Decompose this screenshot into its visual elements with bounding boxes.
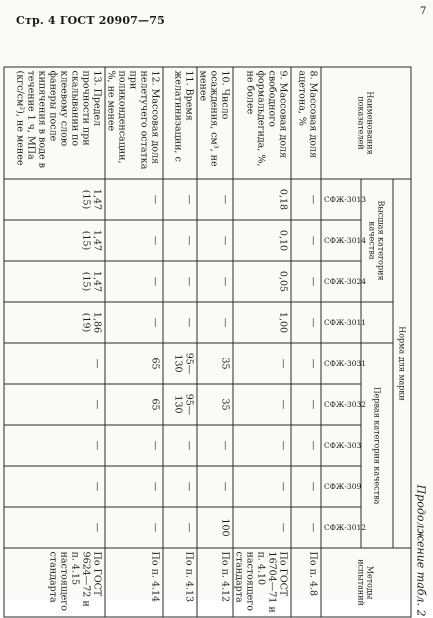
row-value-cell: — bbox=[163, 302, 197, 343]
grade-label: СФЖ-3013 bbox=[324, 195, 367, 204]
row-value-cell: — bbox=[163, 425, 197, 466]
row-test-method: По п. 4.14 bbox=[105, 548, 163, 617]
grade-label: СФЖ-3012 bbox=[324, 523, 367, 533]
row-value-cell: — bbox=[291, 466, 321, 507]
row-test-method: По п. 4.12 bbox=[197, 548, 233, 617]
row-value-cell: — bbox=[4, 425, 105, 466]
row-value-cell: — bbox=[233, 343, 291, 384]
row-value-cell: — bbox=[4, 343, 105, 384]
grade-header bbox=[321, 302, 367, 343]
row-value-cell: 35 bbox=[197, 384, 233, 425]
grade-label: СФЖ-3011 bbox=[324, 318, 367, 327]
row-value-cell: 35 bbox=[197, 343, 233, 384]
row-value-cell: — bbox=[291, 425, 321, 466]
row-value-cell: — bbox=[163, 220, 197, 261]
table-row bbox=[163, 67, 197, 617]
row-test-method: По ГОСТ 16704—71 и п. 4.10 настоящего стандарта bbox=[233, 548, 291, 617]
table-row bbox=[105, 67, 163, 617]
row-value-cell: — bbox=[291, 261, 321, 302]
row-indicator-name: 12. Массовая доля нелетучего остатка при поликонденсации, %, не менее bbox=[105, 67, 163, 179]
table-row bbox=[291, 67, 321, 617]
row-value-cell: 1,47 (15) bbox=[4, 261, 105, 302]
table-row bbox=[233, 67, 291, 617]
row-value-cell: — bbox=[197, 302, 233, 343]
page-header bbox=[16, 14, 165, 27]
grade-header bbox=[321, 507, 367, 548]
row-value-cell: 95—130 bbox=[163, 384, 197, 425]
row-value-cell: — bbox=[197, 261, 233, 302]
row-value-cell: — bbox=[4, 384, 105, 425]
row-value-cell: — bbox=[197, 179, 233, 220]
row-value-cell: — bbox=[197, 425, 233, 466]
grade-label: СФЖ-303 bbox=[324, 441, 362, 450]
row-value-cell: — bbox=[291, 507, 321, 548]
row-test-method: По ГОСТ 9624—72 и п. 4.15 настоящего стандарта bbox=[4, 548, 105, 617]
row-value-cell: — bbox=[197, 466, 233, 507]
row-value-cell: — bbox=[291, 179, 321, 220]
row-value-cell: 0,05 bbox=[233, 261, 291, 302]
row-value-cell: — bbox=[4, 507, 105, 548]
row-test-method: По п. 4.13 bbox=[163, 548, 197, 617]
row-value-cell: — bbox=[233, 425, 291, 466]
grade-header bbox=[321, 261, 367, 302]
grade-label: СФЖ-3032 bbox=[324, 400, 367, 409]
table-row bbox=[4, 67, 105, 617]
row-value-cell: — bbox=[291, 302, 321, 343]
row-value-cell: — bbox=[105, 261, 163, 302]
row-value-cell: — bbox=[105, 302, 163, 343]
row-value-cell: 1,47 (15) bbox=[4, 220, 105, 261]
name-column-header: Наименования показателей bbox=[321, 67, 411, 179]
grade-header bbox=[321, 343, 367, 384]
row-indicator-name: 8. Массовая доля ацетона, % bbox=[291, 67, 321, 179]
header-row-1 bbox=[393, 67, 411, 617]
first-category-header: Первая категория качества bbox=[361, 343, 393, 548]
grade-label: СФЖ-3014 bbox=[324, 236, 367, 245]
specification-table bbox=[4, 67, 412, 618]
standard-code: ГОСТ 20907—75 bbox=[59, 14, 165, 27]
corner-mark: 7 bbox=[420, 6, 427, 17]
row-value-cell: 95—130 bbox=[163, 343, 197, 384]
row-value-cell: — bbox=[105, 425, 163, 466]
row-value-cell: — bbox=[291, 384, 321, 425]
row-value-cell: 0,18 bbox=[233, 179, 291, 220]
grade-header bbox=[321, 179, 367, 220]
grade-header bbox=[321, 466, 361, 507]
row-value-cell: — bbox=[163, 179, 197, 220]
row-value-cell: 1,86 (19) bbox=[4, 302, 105, 343]
higher-category-header: Высшая категория качества bbox=[361, 179, 393, 302]
page-number: Стр. 4 bbox=[16, 14, 56, 27]
row-value-cell: — bbox=[291, 220, 321, 261]
row-value-cell: 1,00 bbox=[233, 302, 291, 343]
grade-label: СФЖ-309 bbox=[324, 482, 362, 491]
row-value-cell: — bbox=[163, 261, 197, 302]
row-value-cell: — bbox=[105, 466, 163, 507]
grade-header bbox=[321, 220, 367, 261]
grade-label: СФЖ-3024 bbox=[324, 277, 367, 286]
row-value-cell: — bbox=[105, 507, 163, 548]
row-value-cell: — bbox=[4, 466, 105, 507]
row-value-cell: — bbox=[163, 466, 197, 507]
row-value-cell: — bbox=[197, 220, 233, 261]
row-value-cell: 65 bbox=[105, 343, 163, 384]
row-value-cell: — bbox=[105, 220, 163, 261]
norm-header: Норма для марки bbox=[393, 179, 411, 548]
row-value-cell: 65 bbox=[105, 384, 163, 425]
grade-label: СФЖ-3031 bbox=[324, 359, 367, 368]
table-row bbox=[197, 67, 233, 617]
row-value-cell: — bbox=[233, 384, 291, 425]
row-value-cell: — bbox=[233, 466, 291, 507]
grade-header bbox=[321, 384, 367, 425]
row-indicator-name: 11. Время желатинизации, с bbox=[163, 67, 197, 179]
row-indicator-name: 9. Массовая доля свободного формальдегида, %, не более bbox=[233, 67, 291, 179]
row-value-cell: — bbox=[163, 507, 197, 548]
method-column-header: Методы испытаний bbox=[321, 548, 411, 617]
row-value-cell: — bbox=[291, 343, 321, 384]
row-value-cell: — bbox=[233, 507, 291, 548]
row-value-cell: — bbox=[105, 179, 163, 220]
table-continuation-caption: Продолжение табл. 2 bbox=[414, 484, 428, 617]
rotated-table-frame bbox=[14, 67, 428, 617]
grade-header bbox=[321, 425, 361, 466]
row-indicator-name: 13. Предел прочности при скалывании по клеевому слою фанеры после кипячения в воде в течение 1 ч, МПа (кгс/см²), не менее bbox=[4, 67, 105, 179]
row-value-cell: 1,47 (15) bbox=[4, 179, 105, 220]
row-test-method: По п. 4.8 bbox=[291, 548, 321, 617]
row-value-cell: 0,10 bbox=[233, 220, 291, 261]
row-value-cell: 100 bbox=[197, 507, 233, 548]
row-indicator-name: 10. Число осаждения, см³, не менее bbox=[197, 67, 233, 179]
